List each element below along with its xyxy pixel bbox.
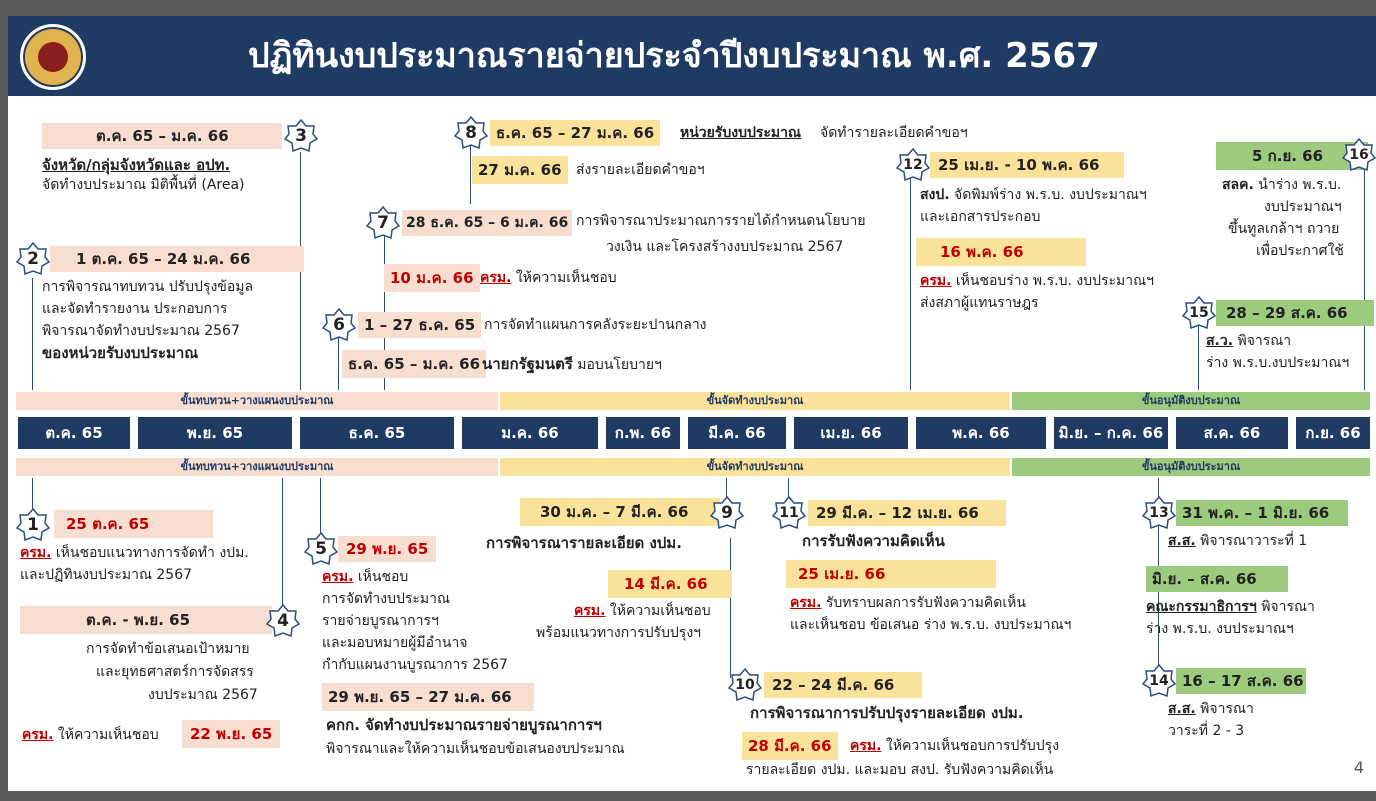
step13-line1: พิจารณาวาระที่ 1: [1195, 533, 1308, 549]
step5-line5: กำกับแผนงานบูรณาการ 2567: [322, 657, 508, 673]
step12-line4: ส่งสภาผู้แทนราษฎร: [920, 295, 1039, 311]
step8-line1: จัดทำรายละเอียดคำขอฯ: [820, 125, 968, 141]
step5-line6: คกก. จัดทำงบประมาณรายจ่ายบูรณาการฯ: [326, 716, 602, 734]
step13-line1-wrap: [1168, 532, 1307, 550]
step2-line1: การพิจารณาทบทวน ปรับปรุงข้อมูล: [42, 279, 254, 295]
step16-line3: ขึ้นทูลเกล้าฯ ถวาย: [1228, 221, 1340, 237]
step15-date: 28 – 29 ส.ค. 66: [1216, 300, 1374, 326]
phase-prepare-top: ขั้นจัดทำงบประมาณ: [500, 392, 1010, 410]
phase-review-top: ขั้นทบทวน+วางแผนงบประมาณ: [16, 392, 498, 410]
step6-line2-wrap: [482, 355, 662, 374]
step5-date2: 29 พ.ย. 65 – 27 ม.ค. 66: [322, 683, 534, 711]
step3-line1: จังหวัด/กลุ่มจังหวัดและ อปท.: [42, 156, 231, 174]
step5-line4: และมอบหมายผู้มีอำนาจ: [322, 635, 468, 651]
month-oct-65: ต.ค. 65: [18, 417, 130, 449]
step12-line3: เห็นชอบร่าง พ.ร.บ. งบประมาณฯ: [951, 273, 1154, 289]
step16-date: 5 ก.ย. 66: [1216, 142, 1368, 170]
step2-line3: พิจารณาจัดทำงบประมาณ 2567: [42, 323, 240, 339]
month-sep-66: ก.ย. 66: [1296, 417, 1370, 449]
step3-date: ต.ค. 65 – ม.ค. 66: [42, 123, 282, 149]
step2-badge: 2: [16, 242, 50, 276]
step15-line2: ร่าง พ.ร.บ.งบประมาณฯ: [1206, 355, 1350, 371]
header-bar: [8, 16, 1376, 96]
step13-date2: มิ.ย. – ส.ค. 66: [1146, 566, 1288, 592]
step12-line1: จัดพิมพ์ร่าง พ.ร.บ. งบประมาณฯ: [949, 187, 1147, 203]
step4-line1: การจัดทำข้อเสนอเป้าหมาย: [86, 641, 250, 657]
step1-line1-wrap: [20, 544, 249, 562]
step8-line2: ส่งรายละเอียดคำขอฯ: [576, 162, 705, 178]
page-title: ปฏิทินงบประมาณรายจ่ายประจำปีงบประมาณ พ.ศ. 2567: [248, 36, 1100, 76]
step7-agency: ครม.: [480, 270, 512, 286]
step4-date: ต.ค. - พ.ย. 65: [20, 606, 272, 634]
step15-badge: 15: [1182, 296, 1216, 330]
step12-date2: 16 พ.ค. 66: [916, 238, 1086, 266]
connector-15: [1198, 322, 1199, 390]
step10-line2: ให้ความเห็นชอบการปรับปรุง: [881, 738, 1060, 754]
step13-line3: ร่าง พ.ร.บ. งบประมาณฯ: [1146, 621, 1294, 637]
step1-line2: และปฏิทินงบประมาณ 2567: [20, 567, 193, 583]
step7-line3-wrap: [480, 269, 617, 287]
step14-badge: 14: [1142, 664, 1176, 698]
step16-line1: นำร่าง พ.ร.บ.: [1253, 177, 1342, 193]
step11-line2-wrap: [790, 594, 1026, 612]
step4-agency: ครม.: [22, 727, 54, 743]
step1-badge: 1: [16, 508, 50, 542]
step10-line2-wrap: [850, 737, 1059, 755]
step11-badge: 11: [772, 496, 806, 530]
step12-line1-wrap: [920, 186, 1147, 204]
step6-badge: 6: [322, 308, 356, 342]
step7-badge: 7: [366, 206, 400, 240]
step14-agency: ส.ส.: [1168, 701, 1196, 717]
step1-agency: ครม.: [20, 545, 52, 561]
phase-review-bottom: ขั้นทบทวน+วางแผนงบประมาณ: [16, 458, 498, 476]
step9-agency: ครม.: [574, 603, 606, 619]
step14-line1-wrap: [1168, 700, 1254, 718]
step5-date: 29 พ.ย. 65: [338, 536, 436, 562]
connector-4: [282, 478, 283, 618]
step12-line3-wrap: [920, 272, 1154, 290]
step6-date: 1 – 27 ธ.ค. 65: [358, 312, 481, 338]
step12-line2: และเอกสารประกอบ: [920, 209, 1041, 225]
step6-agency: นายกรัฐมนตรี: [482, 355, 573, 373]
connector-2: [32, 278, 33, 390]
step11-line3: และเห็นชอบ ข้อเสนอ ร่าง พ.ร.บ. งบประมาณฯ: [790, 617, 1072, 633]
step7-date2: 10 ม.ค. 66: [384, 264, 480, 292]
step13-date: 31 พ.ค. – 1 มิ.ย. 66: [1176, 500, 1348, 526]
step11-date: 29 มี.ค. – 12 เม.ย. 66: [808, 500, 1006, 526]
connector-10: [730, 538, 731, 678]
step6-line2: มอบนโยบายฯ: [572, 357, 662, 373]
month-jan-66: ม.ค. 66: [462, 417, 598, 449]
step9-line1: การพิจารณารายละเอียด งปม.: [486, 534, 682, 552]
connector-5: [320, 478, 321, 538]
step7-line1: การพิจารณาประมาณการรายได้กำหนดนโยบาย: [576, 213, 866, 229]
step11-agency: ครม.: [790, 595, 822, 611]
month-dec-65: ธ.ค. 65: [300, 417, 454, 449]
step2-date: 1 ต.ค. 65 – 24 ม.ค. 66: [50, 246, 304, 272]
step4-approve: ให้ความเห็นชอบ: [53, 727, 159, 743]
step8-badge: 8: [454, 116, 488, 150]
phase-prepare-bottom: ขั้นจัดทำงบประมาณ: [500, 458, 1010, 476]
phase-approve-top: ขั้นอนุมัติงบประมาณ: [1012, 392, 1370, 410]
step13-agency2: คณะกรรมาธิการฯ: [1146, 599, 1257, 615]
step5-agency: ครม.: [322, 569, 354, 585]
step12-badge: 12: [896, 148, 930, 182]
step8-date2: 27 ม.ค. 66: [472, 156, 568, 184]
step13-line2: พิจารณา: [1256, 599, 1315, 615]
connector-16: [1364, 166, 1365, 390]
step14-date: 16 – 17 ส.ค. 66: [1176, 668, 1306, 694]
step11-line1: การรับฟังความคิดเห็น: [802, 532, 945, 550]
month-may-66: พ.ค. 66: [916, 417, 1046, 449]
step5-line7: พิจารณาและให้ความเห็นชอบข้อเสนองบประมาณ: [326, 741, 625, 757]
step15-agency: ส.ว.: [1206, 333, 1234, 349]
step5-line2: การจัดทำงบประมาณ: [322, 591, 450, 607]
step11-line2: รับทราบผลการรับฟังความคิดเห็น: [821, 595, 1026, 611]
step16-badge: 16: [1342, 138, 1376, 172]
step4-badge: 4: [266, 604, 300, 638]
month-aug-66: ส.ค. 66: [1176, 417, 1288, 449]
step5-line1-wrap: [322, 568, 408, 586]
step8-date: ธ.ค. 65 – 27 ม.ค. 66: [490, 120, 660, 146]
step14-line1: พิจารณา: [1195, 701, 1254, 717]
emblem-logo: [20, 24, 86, 90]
step15-line1-wrap: [1206, 332, 1291, 350]
step4-line2: และยุทธศาสตร์การจัดสรร: [96, 664, 254, 680]
month-mar-66: มี.ค. 66: [688, 417, 786, 449]
step12-agency2: ครม.: [920, 273, 952, 289]
connector-12: [910, 176, 911, 390]
step15-line1: พิจารณา: [1233, 333, 1292, 349]
step4-line3: งบประมาณ 2567: [148, 687, 258, 703]
step10-agency: ครม.: [850, 738, 882, 754]
step4-date2: 22 พ.ย. 65: [182, 720, 280, 748]
step12-agency: สงป.: [920, 187, 950, 203]
phase-approve-bottom: ขั้นอนุมัติงบประมาณ: [1012, 458, 1370, 476]
step2-line4: ของหน่วยรับงบประมาณ: [42, 344, 199, 362]
step5-line3: รายจ่ายบูรณาการฯ: [322, 613, 439, 629]
step14-line2: วาระที่ 2 - 3: [1168, 723, 1245, 739]
step7-line3: ให้ความเห็นชอบ: [511, 270, 617, 286]
step16-line4: เพื่อประกาศใช้: [1256, 243, 1344, 259]
step1-line1: เห็นชอบแนวทางการจัดทำ งปม.: [51, 545, 249, 561]
step9-line3: พร้อมแนวทางการปรับปรุงฯ: [536, 625, 702, 641]
step16-agency: สลค.: [1222, 177, 1254, 193]
step2-line2: และจัดทำรายงาน ประกอบการ: [42, 301, 228, 317]
connector-8: [470, 144, 471, 204]
step16-line1-wrap: [1222, 176, 1341, 194]
step10-badge: 10: [728, 668, 762, 702]
step9-date: 30 ม.ค. – 7 มี.ค. 66: [520, 498, 720, 526]
step16-line2: งบประมาณฯ: [1264, 199, 1342, 215]
step9-badge: 9: [710, 496, 744, 530]
month-jun-jul-66: มิ.ย. – ก.ค. 66: [1054, 417, 1168, 449]
page-number: 4: [1353, 758, 1364, 777]
step7-line2: วงเงิน และโครงสร้างงบประมาณ 2567: [606, 239, 844, 255]
month-nov-65: พ.ย. 65: [138, 417, 292, 449]
step8-agency: หน่วยรับงบประมาณ: [680, 125, 801, 141]
slide: [8, 16, 1376, 791]
step4-approve-wrap: [22, 726, 159, 744]
step6-line1: การจัดทำแผนการคลังระยะปานกลาง: [484, 317, 707, 333]
month-apr-66: เม.ย. 66: [794, 417, 908, 449]
step10-line3: รายละเอียด งปม. และมอบ สงป. รับฟังความคิดเห็น: [746, 762, 1054, 778]
step6-date2: ธ.ค. 65 – ม.ค. 66: [342, 350, 486, 378]
step12-date: 25 เม.ย. - 10 พ.ค. 66: [930, 152, 1124, 178]
month-feb-66: ก.พ. 66: [606, 417, 680, 449]
step9-line2-wrap: [574, 602, 711, 620]
step9-line2: ให้ความเห็นชอบ: [605, 603, 711, 619]
step1-date: 25 ต.ค. 65: [54, 510, 213, 538]
step10-date2: 28 มี.ค. 66: [742, 732, 838, 760]
step10-line1: การพิจารณาการปรับปรุงรายละเอียด งปม.: [750, 704, 1024, 722]
step13-agency: ส.ส.: [1168, 533, 1196, 549]
step13-line2-wrap: [1146, 598, 1315, 616]
step10-date: 22 – 24 มี.ค. 66: [764, 672, 922, 698]
step7-date: 28 ธ.ค. 65 – 6 ม.ค. 66: [402, 210, 572, 236]
step9-date2: 14 มี.ค. 66: [608, 570, 732, 598]
step5-badge: 5: [304, 532, 338, 566]
step3-badge: 3: [284, 119, 318, 153]
step5-line1: เห็นชอบ: [353, 569, 409, 585]
connector-6: [338, 338, 339, 390]
step13-badge: 13: [1142, 496, 1176, 530]
step3-line2: จัดทำงบประมาณ มิติพื้นที่ (Area): [42, 177, 245, 193]
step11-date2: 25 เม.ย. 66: [786, 560, 996, 588]
